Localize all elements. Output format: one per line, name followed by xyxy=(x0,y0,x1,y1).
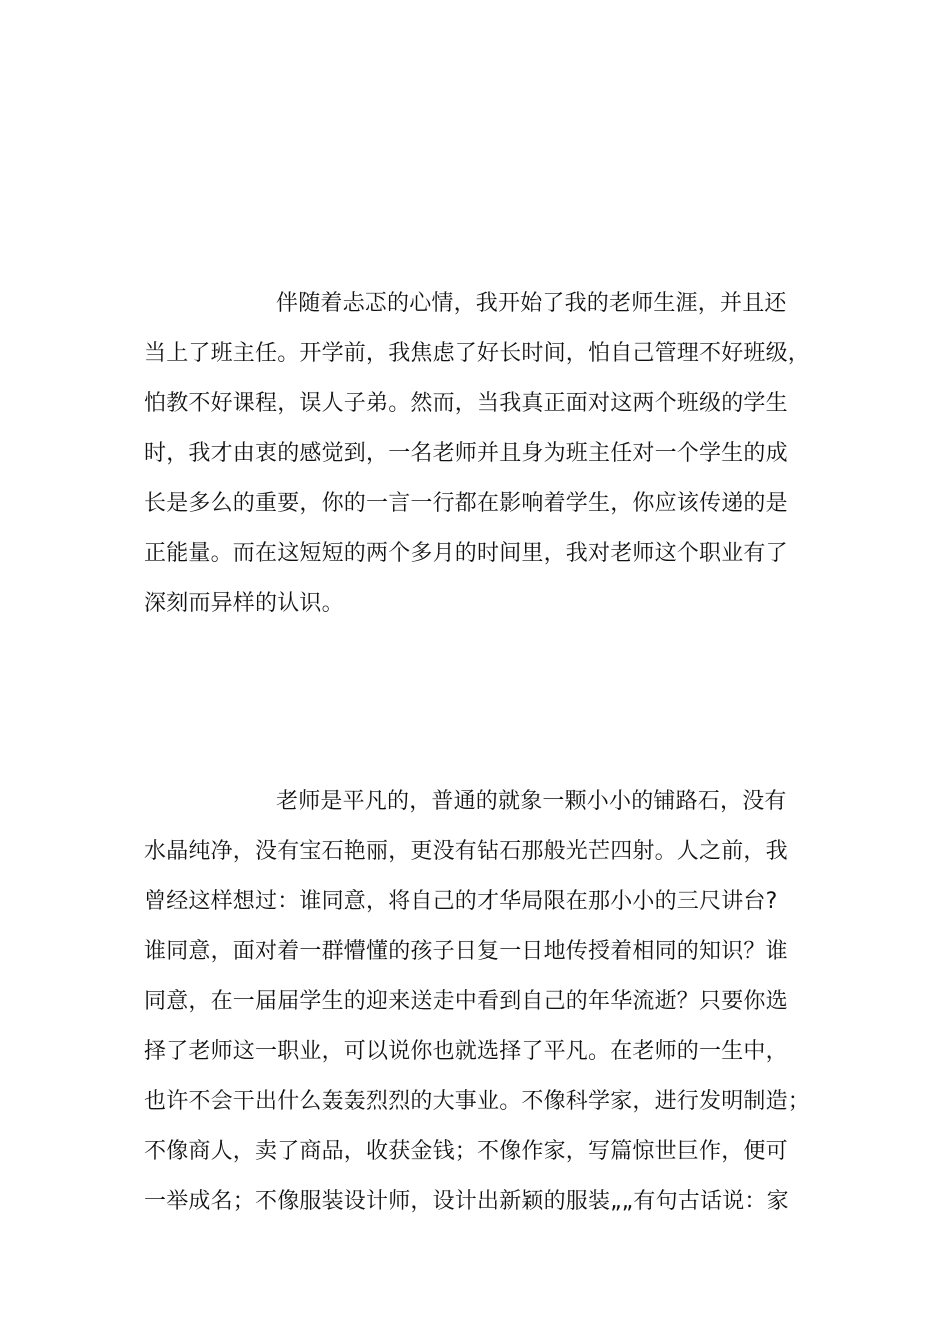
paragraph-line: 长是多么的重要，你的一言一行都在影响着学生，你应该传递的是 xyxy=(144,491,788,516)
paragraph-line: 曾经这样想过：谁同意，将自己的才华局限在那小小的三尺讲台? xyxy=(144,889,778,914)
paragraph-line: 不像商人，卖了商品，收获金钱；不像作家，写篇惊世巨作，便可 xyxy=(144,1139,788,1164)
paragraph-line: 一举成名；不像服装设计师，设计出新颖的服装„„有句古话说：家 xyxy=(144,1189,789,1214)
paragraph-line: 伴随着忐忑的心情，我开始了我的老师生涯，并且还 xyxy=(276,291,787,316)
paragraph-1 xyxy=(144,279,810,629)
paragraph-line: 时，我才由衷的感觉到，一名老师并且身为班主任对一个学生的成 xyxy=(144,441,788,466)
paragraph-line: 老师是平凡的，普通的就象一颗小小的铺路石，没有 xyxy=(276,789,787,814)
paragraph-2 xyxy=(144,777,810,1227)
paragraph-line: 择了老师这一职业，可以说你也就选择了平凡。在老师的一生中， xyxy=(144,1039,788,1064)
paragraph-line: 同意，在一届届学生的迎来送走中看到自己的年华流逝？只要你选 xyxy=(144,989,788,1014)
paragraph-line: 正能量。而在这短短的两个多月的时间里，我对老师这个职业有了 xyxy=(144,541,788,566)
paragraph-line: 也许不会干出什么轰轰烈烈的大事业。不像科学家，进行发明制造； xyxy=(144,1089,811,1114)
paragraph-line: 怕教不好课程，误人子弟。然而，当我真正面对这两个班级的学生 xyxy=(144,391,788,416)
paragraph-line: 深刻而异样的认识。 xyxy=(144,591,344,616)
paragraph-line: 谁同意，面对着一群懵懂的孩子日复一日地传授着相同的知识？谁 xyxy=(144,939,788,964)
paragraph-line: 当上了班主任。开学前，我焦虑了好长时间，怕自己管理不好班级， xyxy=(144,341,811,366)
paragraph-line: 水晶纯净，没有宝石艳丽，更没有钻石那般光芒四射。人之前，我 xyxy=(144,839,788,864)
